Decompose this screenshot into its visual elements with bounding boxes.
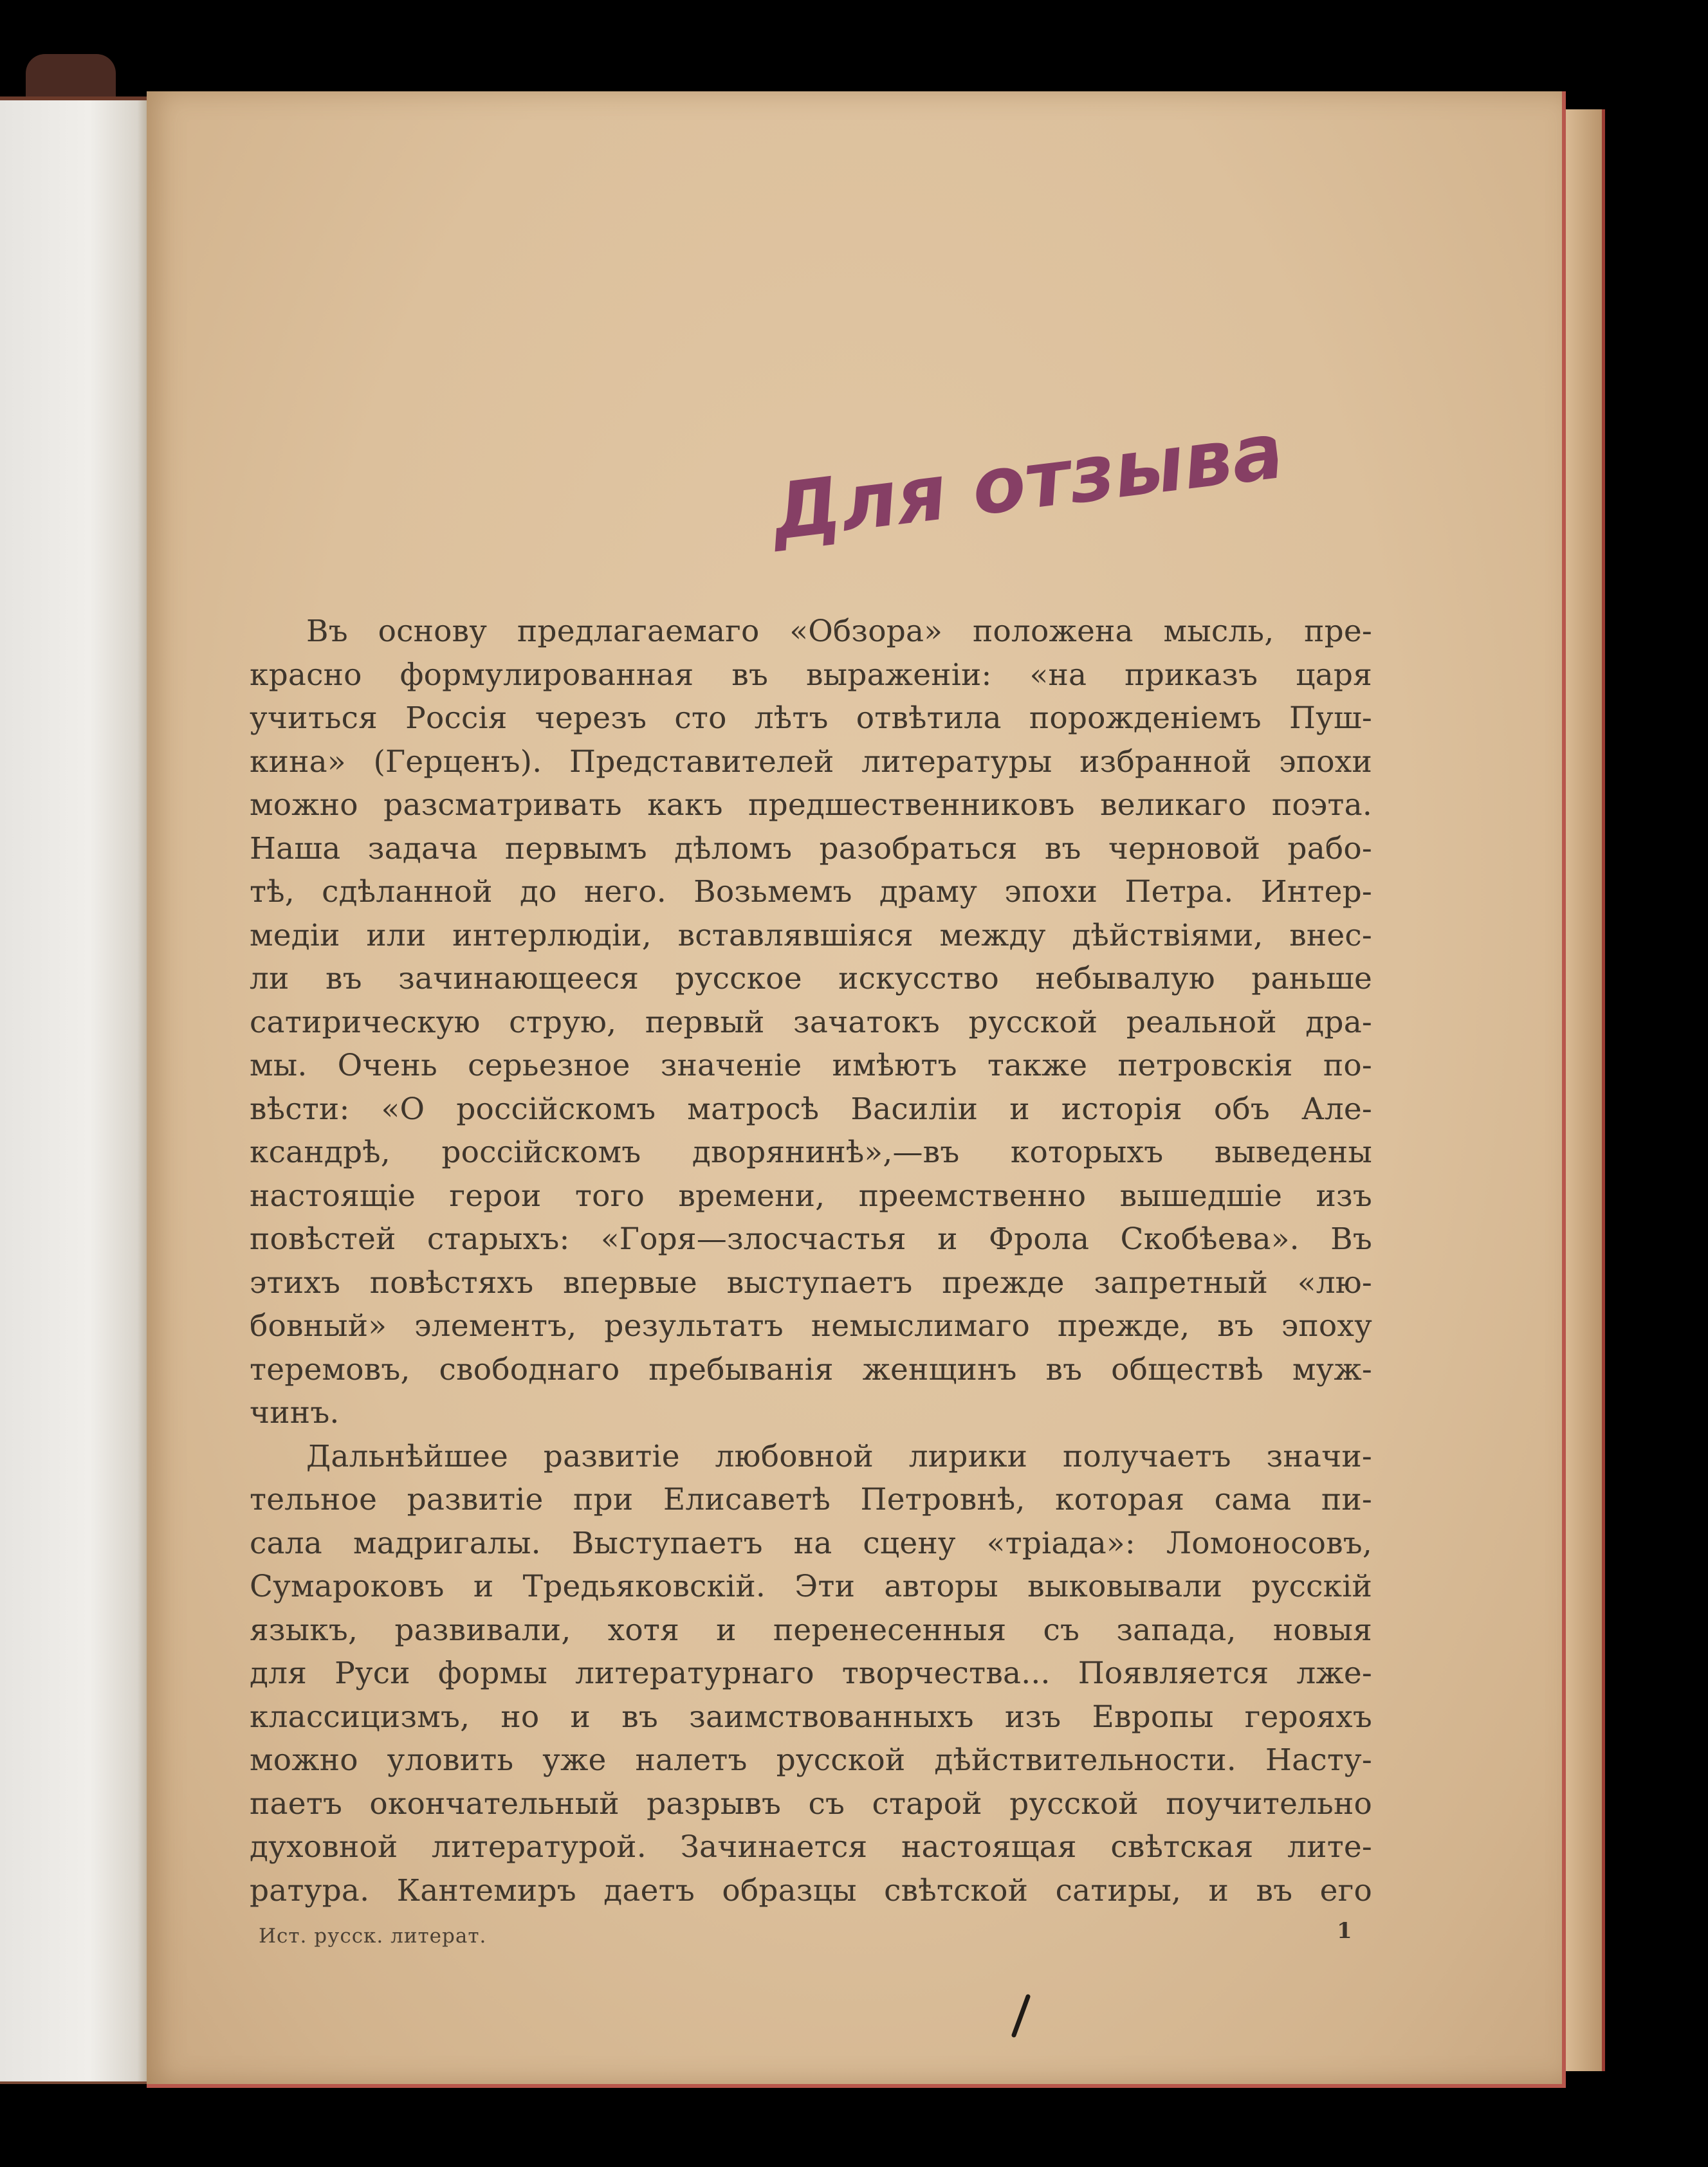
signature-mark: Ист. русск. литерат.: [259, 1925, 487, 1948]
text-line: вѣсти: «О россійскомъ матросѣ Василіи и исторія объ Але-: [250, 1091, 1372, 1127]
text-line: паетъ окончательный разрывъ съ старой русской поучительно: [250, 1786, 1372, 1822]
text-line: повѣстей старыхъ: «Горя—злосчастья и Фрола Скобѣева». Въ: [250, 1221, 1372, 1257]
text-line: языкъ, развивали, хотя и перенесенныя съ запада, новыя: [250, 1612, 1372, 1648]
text-line: сатирическую струю, первый зачатокъ русской реальной дра-: [250, 1004, 1372, 1040]
text-line: кина» (Герценъ). Представителей литературы избранной эпохи: [250, 744, 1372, 780]
text-line: классицизмъ, но и въ заимствованныхъ изъ Европы герояхъ: [250, 1699, 1372, 1735]
text-line: духовной литературой. Зачинается настоящая свѣтская лите-: [250, 1829, 1372, 1865]
stamp-text: Для отзыва: [767, 406, 1284, 558]
text-line: красно формулированная въ выраженіи: «на приказъ царя: [250, 657, 1372, 693]
left-page-edge: [0, 96, 149, 2084]
text-line: бовный» элементъ, результатъ немыслимаго прежде, въ эпоху: [250, 1308, 1372, 1344]
text-line: чинъ.: [250, 1395, 340, 1431]
body-text: [250, 610, 1372, 1912]
text-line: Наша задача первымъ дѣломъ разобраться въ черновой рабо-: [250, 830, 1372, 866]
page-number: 1: [1337, 1918, 1352, 1944]
text-line: мы. Очень серьезное значеніе имѣютъ также петровскія по-: [250, 1048, 1372, 1083]
text-line: тѣ, сдѣланной до него. Возьмемъ драму эпохи Петра. Интер-: [250, 874, 1372, 910]
text-line: для Руси формы литературнаго творчества... Появляется лже-: [250, 1656, 1372, 1691]
text-line: тельное развитіе при Елисаветѣ Петровнѣ, которая сама пи-: [250, 1482, 1372, 1517]
text-line: учиться Россія черезъ сто лѣтъ отвѣтила порожденіемъ Пуш-: [250, 700, 1372, 736]
text-line: сала мадригалы. Выступаетъ на сцену «тріада»: Ломоносовъ,: [250, 1525, 1372, 1561]
pencil-mark-icon: [1009, 1994, 1034, 2039]
text-line: настоящіе герои того времени, преемственно вышедшіе изъ: [250, 1178, 1372, 1214]
book-cover-corner: [26, 54, 116, 99]
text-line: теремовъ, свободнаго пребыванія женщинъ въ обществѣ муж-: [250, 1351, 1372, 1387]
text-line: можно уловить уже налетъ русской дѣйствительности. Насту-: [250, 1742, 1372, 1778]
text-line: ратура. Кантемиръ даетъ образцы свѣтской сатиры, и въ его: [250, 1872, 1372, 1908]
text-line: этихъ повѣстяхъ впервые выступаетъ прежде запретный «лю-: [250, 1265, 1372, 1301]
text-line: ксандрѣ, россійскомъ дворянинѣ»,—въ которыхъ выведены: [250, 1135, 1372, 1170]
text-line: Въ основу предлагаемаго «Обзора» положена мысль, пре-: [306, 614, 1372, 649]
text-line: можно разсматривать какъ предшественниковъ великаго поэта.: [250, 787, 1372, 823]
text-line: медіи или интерлюдіи, вставлявшіяся между дѣйствіями, внес-: [250, 917, 1372, 953]
text-line: Сумароковъ и Тредьяковскій. Эти авторы выковывали русскій: [250, 1569, 1372, 1604]
text-line: ли въ зачинающееся русское искусство небывалую раньше: [250, 961, 1372, 996]
text-line: Дальнѣйшее развитіе любовной лирики получаетъ значи-: [306, 1438, 1372, 1474]
